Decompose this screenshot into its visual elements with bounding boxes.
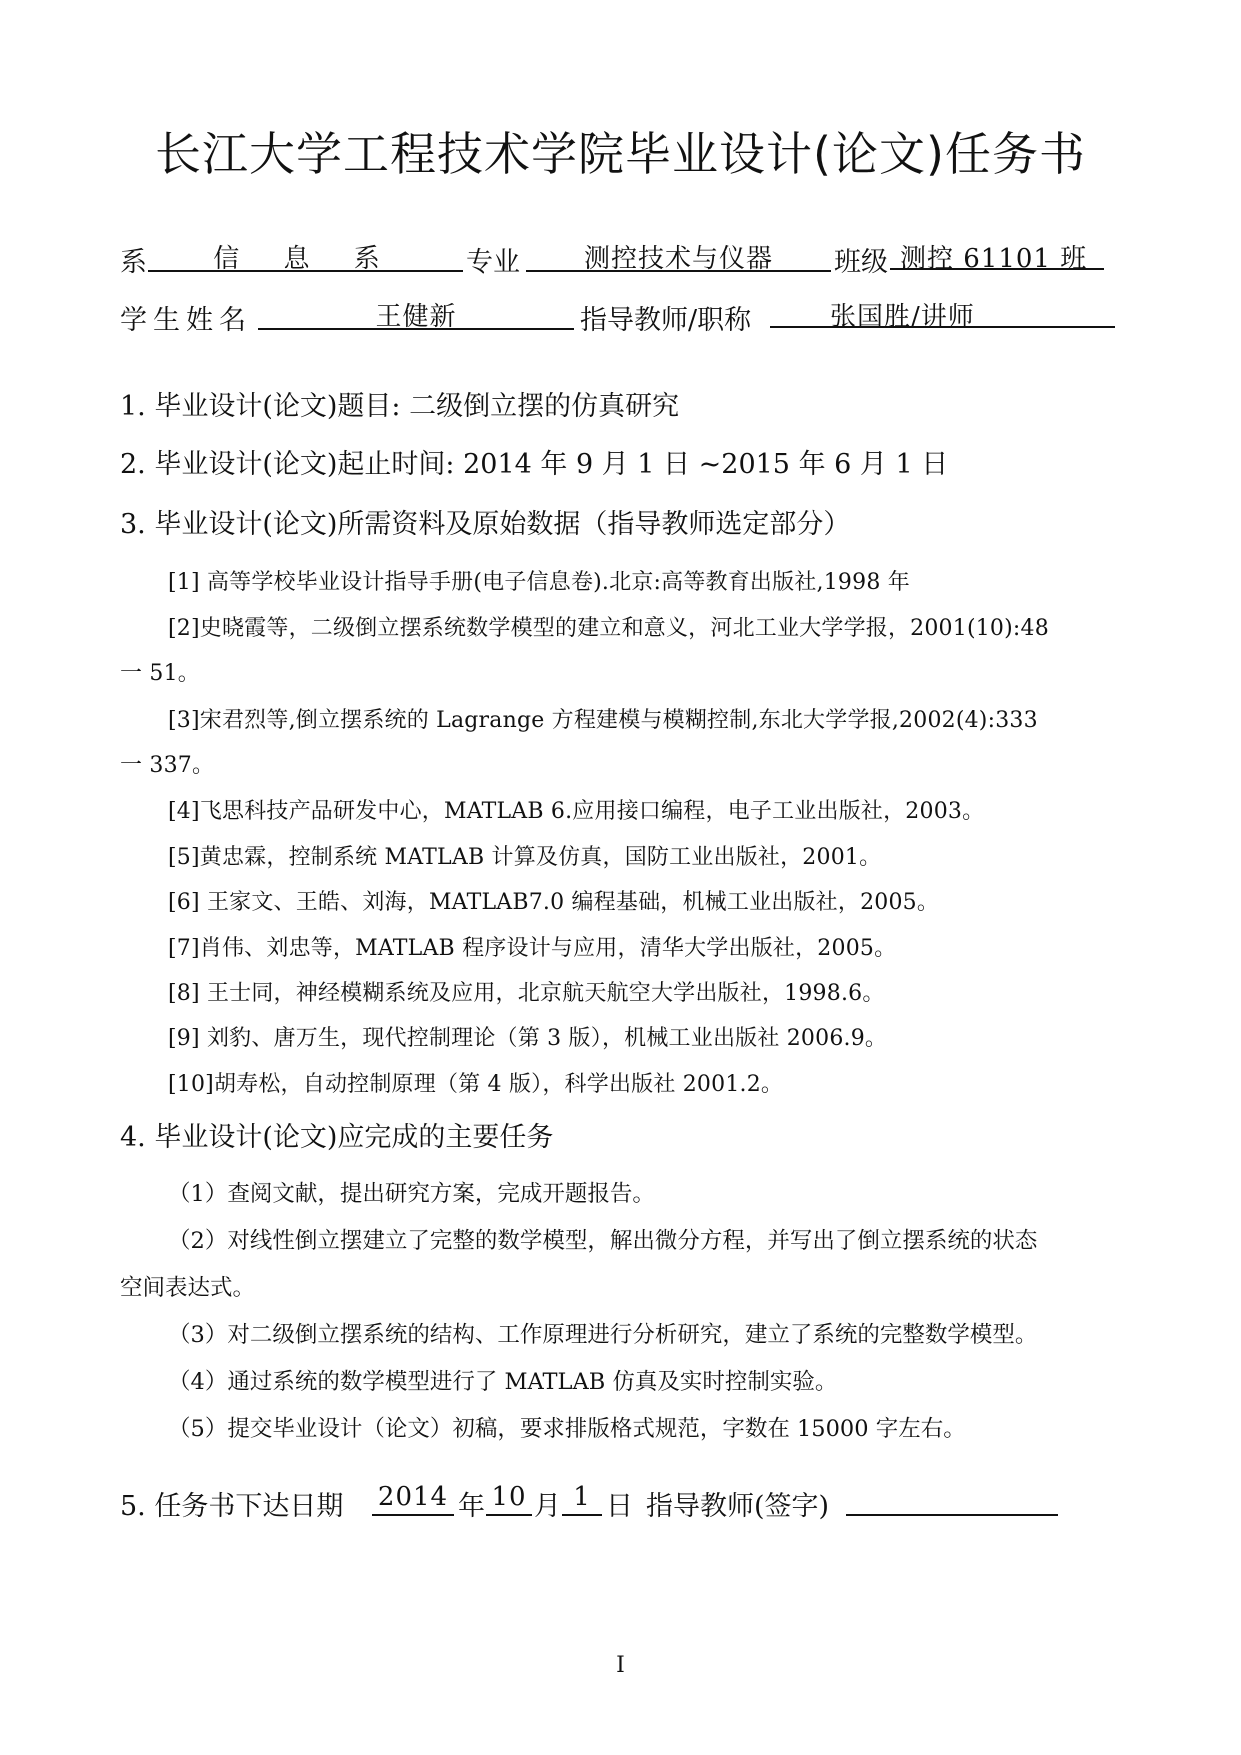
reference-item: [4]飞思科技产品研发中心，MATLAB 6.应用接口编程，电子工业出版社，2003。 <box>168 799 985 824</box>
issue-date-label: 5. 任务书下达日期 <box>120 1491 344 1522</box>
issue-day: 1 <box>573 1482 591 1512</box>
student-value: 王健新 <box>375 302 457 332</box>
class-value: 测控 61101 班 <box>900 244 1088 274</box>
year-unit: 年 <box>458 1491 485 1522</box>
reference-item: [2]史晓霞等，二级倒立摆系统数学模型的建立和意义，河北工业大学学报，2001(10):48 <box>168 616 1049 641</box>
issue-month: 10 <box>491 1482 527 1512</box>
class-field <box>890 238 1104 274</box>
dept-field <box>148 238 463 272</box>
section-3-materials: 3. 毕业设计(论文)所需资料及原始数据（指导教师选定部分） <box>120 509 851 540</box>
section-4-tasks: 4. 毕业设计(论文)应完成的主要任务 <box>120 1122 554 1153</box>
reference-item: [5]黄忠霖，控制系统 MATLAB 计算及仿真，国防工业出版社，2001。 <box>168 845 882 870</box>
task-item: （5）提交毕业设计（论文）初稿，要求排版格式规范，字数在 15000 字左右。 <box>168 1416 966 1442</box>
reference-item-continuation: 一 337。 <box>120 753 215 778</box>
advisor-field <box>770 296 1115 332</box>
advisor-signature-label: 指导教师(签字) <box>646 1491 830 1522</box>
advisor-label: 指导教师/职称 <box>580 305 752 336</box>
reference-item: [7]肖伟、刘忠等，MATLAB 程序设计与应用，清华大学出版社，2005。 <box>168 936 897 961</box>
reference-item: [10]胡寿松，自动控制原理（第 4 版），科学出版社 2001.2。 <box>168 1072 784 1097</box>
task-item: （3）对二级倒立摆系统的结构、工作原理进行分析研究，建立了系统的完整数学模型。 <box>168 1322 1038 1348</box>
issue-month-field <box>486 1482 532 1516</box>
reference-item: [8] 王士同，神经模糊系统及应用，北京航天航空大学出版社，1998.6。 <box>168 981 885 1006</box>
reference-item-continuation: 一 51。 <box>120 661 200 686</box>
day-unit: 日 <box>606 1491 633 1522</box>
page-title: 长江大学工程技术学院毕业设计(论文)任务书 <box>155 127 1086 181</box>
dept-value: 信 息 系 <box>213 244 398 274</box>
issue-year: 2014 <box>377 1482 449 1512</box>
reference-item: [6] 王家文、王皓、刘海，MATLAB7.0 编程基础，机械工业出版社，2005。 <box>168 890 940 915</box>
major-field <box>526 238 831 272</box>
task-item: （2）对线性倒立摆建立了完整的数学模型，解出微分方程，并写出了倒立摆系统的状态 <box>168 1228 1038 1254</box>
month-unit: 月 <box>534 1491 561 1522</box>
major-value: 测控技术与仪器 <box>583 244 773 274</box>
student-label: 学生姓名 <box>120 305 252 336</box>
task-item-continuation: 空间表达式。 <box>120 1275 256 1301</box>
reference-item: [3]宋君烈等,倒立摆系统的 Lagrange 方程建模与模糊控制,东北大学学报,2002(4):333 <box>168 708 1038 733</box>
task-item: （1）查阅文献，提出研究方案，完成开题报告。 <box>168 1181 655 1207</box>
page-number: I <box>616 1653 625 1678</box>
issue-day-field <box>562 1482 602 1516</box>
advisor-signature-field[interactable] <box>846 1482 1058 1516</box>
major-label: 专业 <box>466 247 520 278</box>
section-1-topic: 1. 毕业设计(论文)题目: 二级倒立摆的仿真研究 <box>120 391 680 422</box>
student-field <box>258 296 574 330</box>
class-label: 班级 <box>834 247 888 278</box>
reference-item: [9] 刘豹、唐万生，现代控制理论（第 3 版），机械工业出版社 2006.9。 <box>168 1026 888 1051</box>
issue-year-field <box>372 1482 454 1516</box>
reference-item: [1] 高等学校毕业设计指导手册(电子信息卷).北京:高等教育出版社,1998 年 <box>168 570 910 595</box>
dept-label: 系 <box>120 247 147 278</box>
task-item: （4）通过系统的数学模型进行了 MATLAB 仿真及实时控制实验。 <box>168 1369 838 1395</box>
advisor-value: 张国胜/讲师 <box>830 302 975 332</box>
section-2-period: 2. 毕业设计(论文)起止时间: 2014 年 9 月 1 日 ~2015 年 6 月 1 日 <box>120 449 949 480</box>
